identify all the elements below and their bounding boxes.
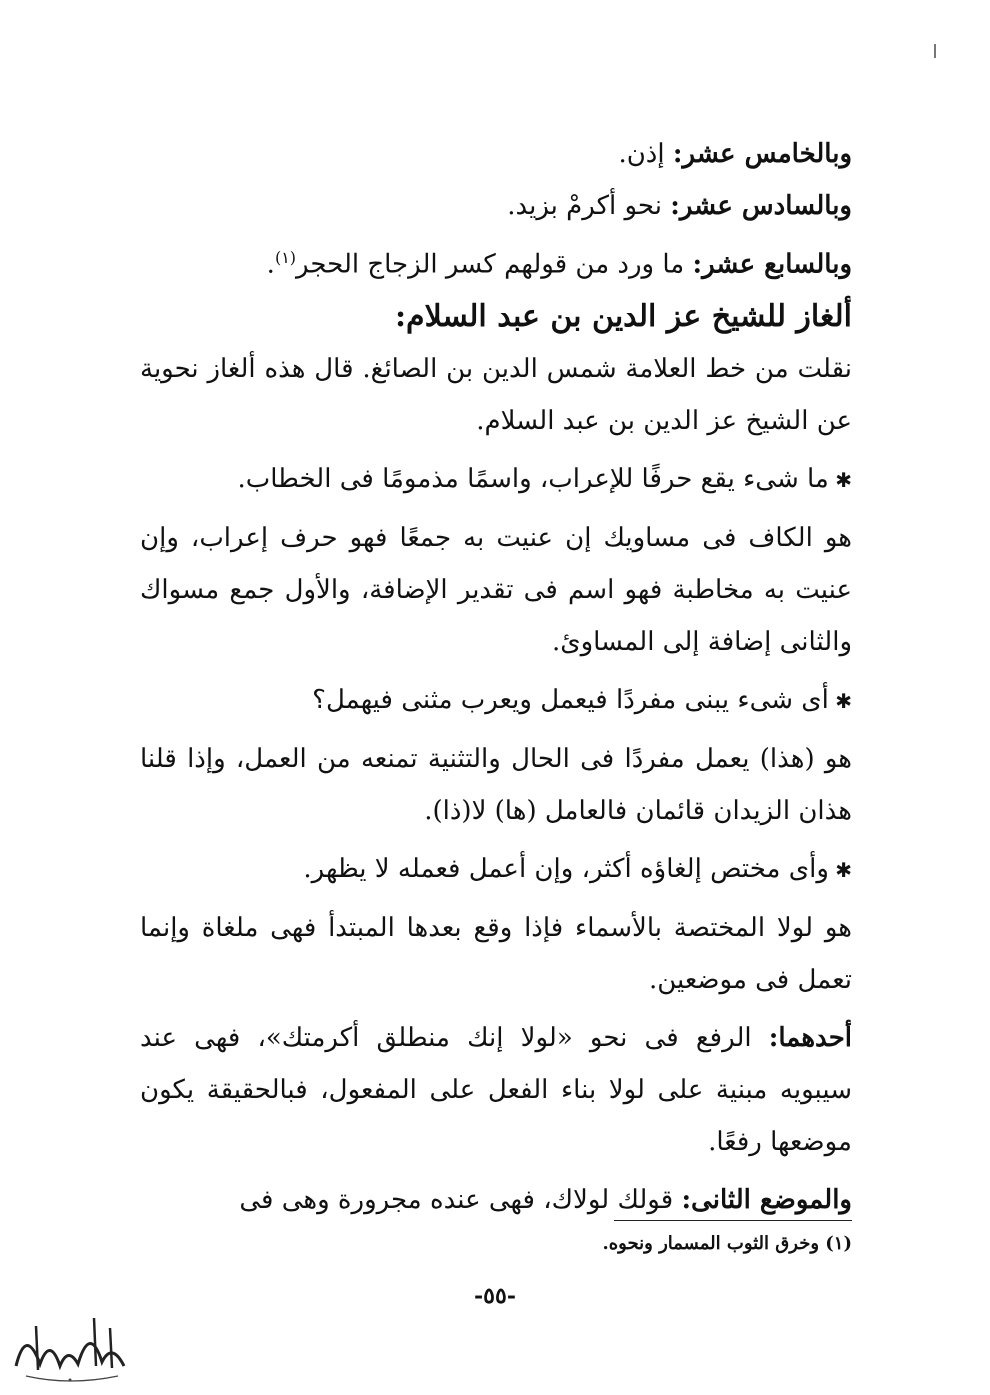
intro-paragraph: نقلت من خط العلامة شمس الدين بن الصائغ. قال هذه ألغاز نحوية عن الشيخ عز الدين بن عبد السلام. [140, 353, 852, 436]
line-seventeenth: وبالسابع عشر: ما ورد من قولهم كسر الزجاج الحجر$^{(١)}$. [266, 248, 852, 280]
line-text: إذن. [618, 139, 673, 169]
line-label: وبالسادس عشر: [670, 191, 852, 221]
page-number: -٥٥- [474, 1283, 516, 1309]
footnote: (١) وخرق الثوب المسمار ونحوه. [602, 1233, 852, 1254]
footnote-reference[interactable]: (١) [274, 248, 297, 267]
line-label: وبالخامس عشر: [672, 139, 852, 169]
line-text: ما ورد من قولهم كسر الزجاج الحجر [296, 249, 693, 280]
paragraph-label: أحدهما: [768, 1022, 852, 1053]
second-position-paragraph [140, 1174, 852, 1226]
paragraph-label: والموضع الثانى: [681, 1184, 852, 1215]
line-sixteenth [140, 180, 852, 232]
paragraph-text: قولك لولاك، فهى عنده مجرورة وهى فى [239, 1184, 682, 1215]
footnote-divider [614, 1220, 852, 1221]
riddle-answer-3: هو لولا المختصة بالأسماء فإذا وقع بعدها المبتدأ فهى ملغاة وإنما تعمل فى موضعين. [140, 912, 852, 995]
line-label: وبالسابع عشر: [692, 249, 852, 280]
riddle-question-3: ✱ وأى مختص إلغاؤه أكثر، وإن أعمل فعمله لا يظهر. [140, 843, 852, 896]
riddle-question-1: ✱ ما شىء يقع حرفًا للإعراب، واسمًا مذمومًا فى الخطاب. [140, 453, 852, 506]
paragraph-text: الرفع فى نحو «لولا إنك منطلق أكرمتك»، فهى عند سيبويه مبنية على لولا بناء الفعل على المفعول، فبالحقيقة يكون موضعها رفعًا. [140, 1022, 852, 1157]
line-fifteenth [140, 128, 852, 180]
line-text: نحو أكرمْ بزيد. [507, 191, 671, 221]
section-heading: ألغاز للشيخ عز الدين بن عبد السلام: [394, 298, 852, 334]
page-body [140, 128, 852, 1232]
riddle-answer-1: هو الكاف فى مساويك إن عنيت به جمعًا فهو حرف إعراب، وإن عنيت به مخاطبة فهو اسم فى تقدير الإضافة، والأول جمع مسواك والثانى إضافة إلى المساوئ. [140, 522, 852, 657]
riddle-answer-2: هو (هذا) يعمل مفردًا فى الحال والتثنية تمنعه من العمل، وإذا قلنا هذان الزيدان قائمان فالعامل (ها) لا(ذا). [140, 743, 852, 826]
scan-mark [934, 44, 936, 58]
first-position-paragraph [140, 1012, 852, 1168]
calligraphy-stamp-icon [6, 1306, 134, 1386]
riddle-question-2: ✱ أى شىء يبنى مفردًا فيعمل ويعرب مثنى فيهمل؟ [140, 674, 852, 727]
